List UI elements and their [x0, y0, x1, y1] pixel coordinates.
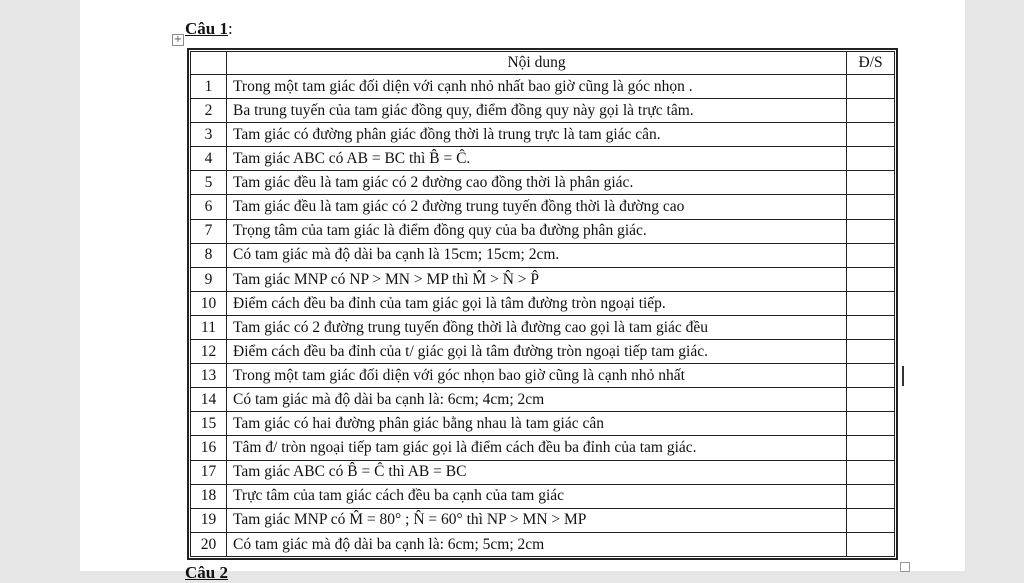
answer-cell[interactable] — [847, 267, 895, 291]
answer-cell[interactable] — [847, 195, 895, 219]
statement-text: Tam giác đều là tam giác có 2 đường cao đồng thời là phân giác. — [227, 171, 847, 195]
row-number: 10 — [191, 291, 227, 315]
answer-cell[interactable] — [847, 123, 895, 147]
table-header-row — [191, 52, 895, 75]
statement-text: Tam giác MNP có M̂ = 80° ; N̂ = 60° thì NP > MN > MP — [227, 508, 847, 532]
statement-text: Trong một tam giác đối diện với cạnh nhỏ nhất bao giờ cũng là góc nhọn . — [227, 75, 847, 99]
statement-text: Có tam giác mà độ dài ba cạnh là: 6cm; 4cm; 2cm — [227, 388, 847, 412]
row-number: 9 — [191, 267, 227, 291]
table-move-handle-icon[interactable]: + — [173, 34, 183, 45]
table-row — [191, 315, 895, 339]
header-answer: Đ/S — [847, 52, 895, 75]
table-row — [191, 243, 895, 267]
row-number: 7 — [191, 219, 227, 243]
row-number: 2 — [191, 99, 227, 123]
row-number: 15 — [191, 412, 227, 436]
answer-cell[interactable] — [847, 315, 895, 339]
statement-text: Có tam giác mà độ dài ba cạnh là 15cm; 15cm; 2cm. — [227, 243, 847, 267]
answer-cell[interactable] — [847, 532, 895, 556]
row-number: 11 — [191, 315, 227, 339]
answer-cell[interactable] — [847, 484, 895, 508]
row-number: 12 — [191, 340, 227, 364]
question-heading — [185, 19, 233, 39]
row-number: 20 — [191, 532, 227, 556]
answer-cell[interactable] — [847, 364, 895, 388]
table-row — [191, 219, 895, 243]
statements-table — [190, 51, 895, 557]
statement-text: Tam giác MNP có NP > MN > MP thì M̂ > N̂ > P̂ — [227, 267, 847, 291]
answer-cell[interactable] — [847, 460, 895, 484]
statement-text: Tam giác có 2 đường trung tuyến đồng thời là đường cao gọi là tam giác đều — [227, 315, 847, 339]
table-row — [191, 340, 895, 364]
statement-text: Điểm cách đều ba đỉnh của tam giác gọi là tâm đường tròn ngoại tiếp. — [227, 291, 847, 315]
table-row — [191, 123, 895, 147]
answer-cell[interactable] — [847, 99, 895, 123]
statement-text: Ba trung tuyến của tam giác đồng quy, điểm đồng quy này gọi là trực tâm. — [227, 99, 847, 123]
next-question-heading: Câu 2 — [185, 563, 228, 582]
table-row — [191, 195, 895, 219]
statement-text: Tam giác đều là tam giác có 2 đường trung tuyến đồng thời là đường cao — [227, 195, 847, 219]
row-number: 14 — [191, 388, 227, 412]
statement-text: Tam giác có hai đường phân giác bằng nhau là tam giác cân — [227, 412, 847, 436]
answer-cell[interactable] — [847, 219, 895, 243]
table-row — [191, 436, 895, 460]
row-number: 3 — [191, 123, 227, 147]
statement-text: Tam giác có đường phân giác đồng thời là trung trực là tam giác cân. — [227, 123, 847, 147]
row-number: 4 — [191, 147, 227, 171]
statement-text: Tâm đ/ tròn ngoại tiếp tam giác gọi là điểm cách đều ba đỉnh của tam giác. — [227, 436, 847, 460]
answer-cell[interactable] — [847, 147, 895, 171]
answer-cell[interactable] — [847, 171, 895, 195]
answer-cell[interactable] — [847, 508, 895, 532]
answer-cell[interactable] — [847, 243, 895, 267]
statement-text: Trong một tam giác đối diện với góc nhọn bao giờ cũng là cạnh nhỏ nhất — [227, 364, 847, 388]
true-false-table — [187, 48, 898, 560]
table-row — [191, 484, 895, 508]
answer-cell[interactable] — [847, 340, 895, 364]
table-row — [191, 532, 895, 556]
statement-text: Có tam giác mà độ dài ba cạnh là: 6cm; 5cm; 2cm — [227, 532, 847, 556]
answer-cell[interactable] — [847, 388, 895, 412]
answer-cell[interactable] — [847, 75, 895, 99]
statement-text: Trực tâm của tam giác cách đều ba cạnh của tam giác — [227, 484, 847, 508]
table-row — [191, 99, 895, 123]
table-row — [191, 171, 895, 195]
table-row — [191, 267, 895, 291]
table-row — [191, 508, 895, 532]
header-content: Nội dung — [227, 52, 847, 75]
row-number: 19 — [191, 508, 227, 532]
document-page — [80, 0, 965, 582]
answer-cell[interactable] — [847, 436, 895, 460]
question-colon: : — [227, 19, 233, 38]
answer-cell[interactable] — [847, 291, 895, 315]
table-row — [191, 364, 895, 388]
table-row — [191, 75, 895, 99]
row-number: 8 — [191, 243, 227, 267]
row-number: 6 — [191, 195, 227, 219]
table-row — [191, 388, 895, 412]
question-title: Câu 1 — [185, 19, 228, 38]
row-number: 18 — [191, 484, 227, 508]
statement-text: Tam giác ABC có AB = BC thì B̂ = Ĉ. — [227, 147, 847, 171]
table-resize-corner[interactable] — [900, 562, 910, 572]
statement-text: Trọng tâm của tam giác là điểm đồng quy của ba đường phân giác. — [227, 219, 847, 243]
table-row — [191, 291, 895, 315]
column-resize-handle[interactable] — [902, 366, 904, 386]
header-number — [191, 52, 227, 75]
row-number: 1 — [191, 75, 227, 99]
table-row — [191, 460, 895, 484]
statement-text: Điểm cách đều ba đỉnh của t/ giác gọi là tâm đường tròn ngoại tiếp tam giác. — [227, 340, 847, 364]
table-row — [191, 147, 895, 171]
row-number: 13 — [191, 364, 227, 388]
row-number: 16 — [191, 436, 227, 460]
row-number: 17 — [191, 460, 227, 484]
answer-cell[interactable] — [847, 412, 895, 436]
row-number: 5 — [191, 171, 227, 195]
statement-text: Tam giác ABC có B̂ = Ĉ thì AB = BC — [227, 460, 847, 484]
table-row — [191, 412, 895, 436]
